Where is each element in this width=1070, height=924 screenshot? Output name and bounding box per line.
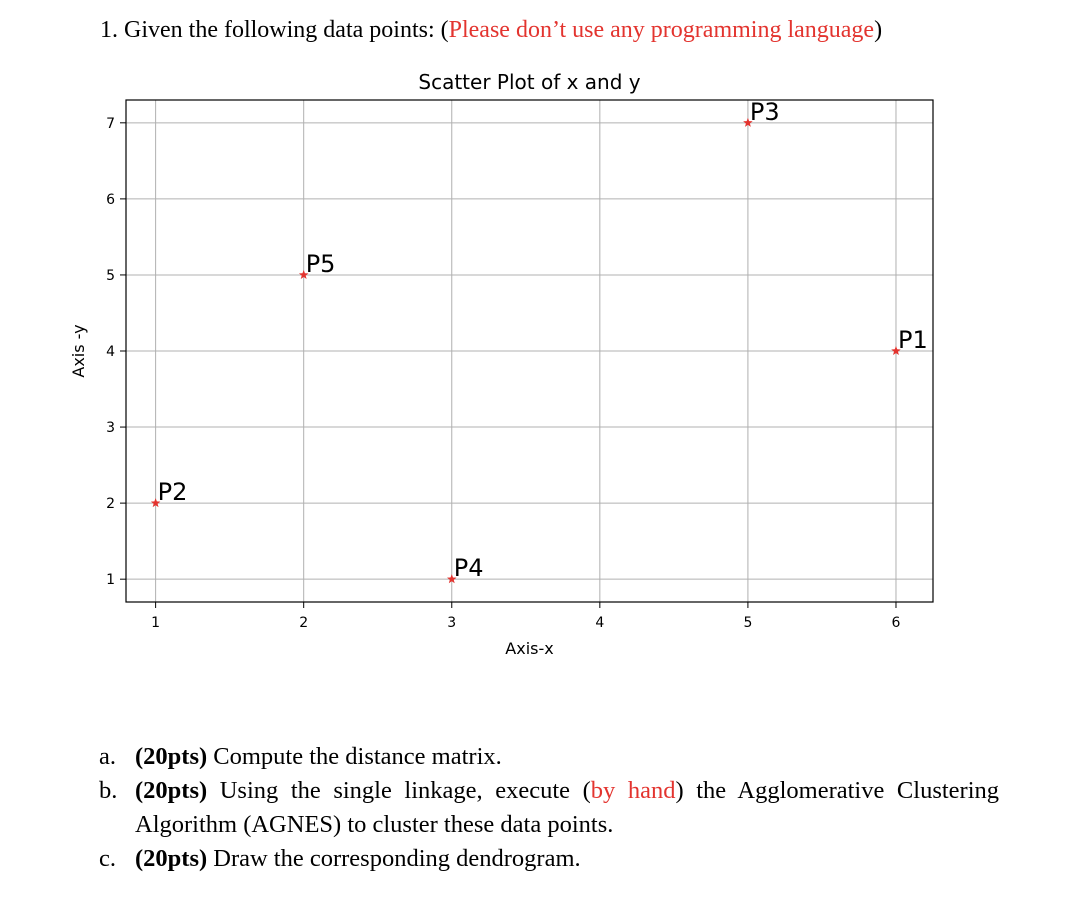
point-label: P2 [157, 478, 188, 507]
x-axis-label: Axis-x [505, 639, 554, 658]
part-body [135, 842, 999, 876]
question-text: Given the following data points: [124, 17, 435, 43]
x-tick-label: 1 [151, 615, 161, 631]
scatter-chart [0, 60, 1070, 680]
point-label: P5 [305, 249, 336, 278]
part-text-before: Using the single linkage, execute ( [219, 777, 591, 804]
x-tick-label: 3 [447, 615, 457, 631]
part-points: (20pts) [135, 777, 208, 804]
question-note-close: ) [874, 17, 883, 43]
part-letter: a. [99, 743, 116, 770]
y-tick-label: 2 [106, 496, 115, 513]
x-tick-label: 4 [595, 615, 605, 631]
y-tick-label: 7 [106, 115, 115, 132]
point-label: P4 [453, 554, 484, 583]
part-text: Compute the distance matrix. [213, 743, 502, 770]
question-heading [100, 14, 882, 46]
part-points: (20pts) [135, 845, 208, 872]
part-c [99, 842, 999, 876]
part-highlight: by hand [590, 777, 676, 804]
x-tick-label: 2 [299, 615, 309, 631]
part-points: (20pts) [135, 743, 208, 770]
part-body [135, 740, 999, 774]
question-note: Please don’t use any programming language [448, 17, 875, 43]
part-a [99, 740, 999, 774]
part-letter: c. [99, 845, 116, 872]
grid-lines [126, 97, 933, 602]
question-parts [99, 740, 999, 876]
y-tick-label: 6 [106, 191, 115, 208]
y-tick-label: 3 [106, 420, 115, 437]
part-body [135, 774, 999, 842]
part-letter: b. [99, 777, 118, 804]
question-number: 1. [100, 17, 118, 43]
y-tick-label: 4 [106, 344, 115, 360]
axis-ticks [106, 116, 900, 631]
point-label: P1 [897, 326, 928, 354]
part-text-after: ) the Agglomerative Clustering Algorithm (AGNES) to cluster these data points. [135, 777, 999, 838]
part-b [99, 774, 999, 842]
question-note-open: ( [440, 17, 449, 43]
x-tick-label: 6 [891, 615, 901, 631]
part-text: Draw the corresponding dendrogram. [213, 845, 581, 872]
chart-title: Scatter Plot of x and y [418, 70, 641, 94]
y-tick-label: 5 [106, 267, 115, 284]
point-label: P3 [749, 97, 780, 126]
y-axis-label: Axis -y [69, 324, 88, 378]
x-tick-label: 5 [743, 615, 753, 631]
y-tick-label: 1 [106, 572, 115, 589]
data-points [151, 98, 928, 583]
